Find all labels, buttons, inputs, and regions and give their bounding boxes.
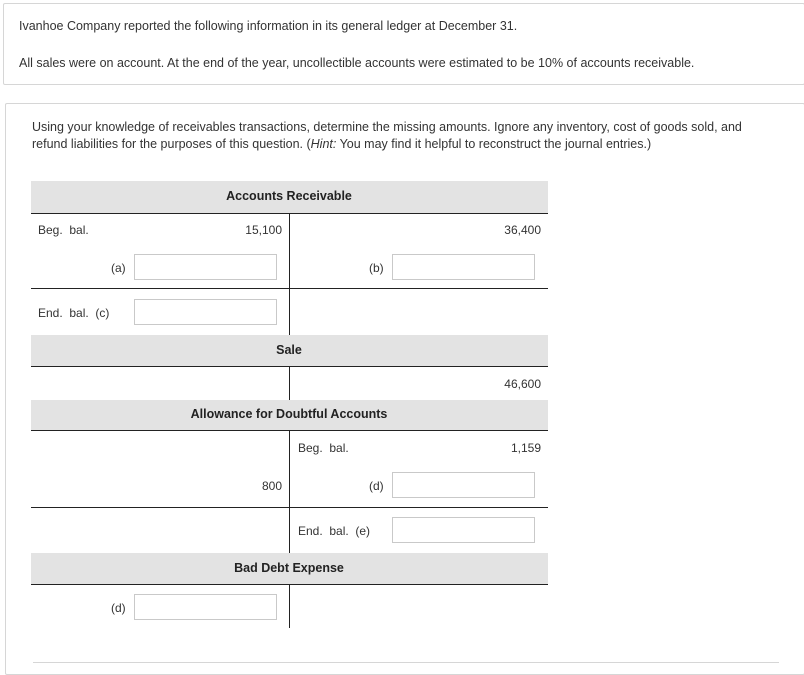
hint-close: ): [646, 137, 652, 151]
ar-a-input[interactable]: [134, 254, 277, 280]
question-text: [32, 119, 772, 153]
bad-debt-divider: [289, 585, 290, 628]
intro-line-1: Ivanhoe Company reported the following information in its general ledger at December 31.: [19, 19, 518, 33]
question-main: Using your knowledge of receivables transactions, determine the missing amounts. Ignore any inventory, cost of goods sold, and refund liabilities for the purposes of this question. (: [32, 120, 742, 151]
allowance-divider: [289, 431, 290, 507]
allowance-beg-value: 1,159: [510, 441, 541, 455]
intro-line-2: All sales were on account. At the end of the year, uncollectible accounts were estimated to be 10% of accounts receivable.: [19, 56, 695, 70]
ar-credit-value: 36,400: [504, 223, 541, 237]
ar-beg-label: Beg. bal.: [38, 223, 89, 237]
ar-c-input[interactable]: [134, 299, 277, 325]
allowance-d-label: (d): [369, 479, 384, 493]
hint-text: You may find it helpful to reconstruct the journal entries.: [336, 137, 647, 151]
allowance-header: [31, 400, 548, 430]
ar-divider: [289, 214, 290, 288]
allowance-beg-label: Beg. bal.: [298, 441, 349, 455]
bad-debt-d-label: (d): [111, 601, 126, 615]
ar-title: Accounts Receivable: [226, 189, 352, 203]
next-card-edge: [33, 662, 779, 669]
bad-debt-title: Bad Debt Expense: [234, 561, 344, 575]
allowance-end-label: End. bal. (e): [298, 524, 371, 538]
allowance-title: Allowance for Doubtful Accounts: [190, 407, 388, 421]
hint-label: Hint:: [310, 137, 337, 151]
allowance-d-input[interactable]: [392, 472, 535, 498]
ar-header: [31, 181, 548, 213]
allowance-divider-end: [289, 508, 290, 553]
sale-title: Sale: [276, 343, 302, 357]
ar-a-label: (a): [111, 261, 126, 275]
bad-debt-d-input[interactable]: [134, 594, 277, 620]
ar-b-input[interactable]: [392, 254, 535, 280]
ar-b-label: (b): [369, 261, 384, 275]
ar-divider-end: [289, 289, 290, 335]
bad-debt-header: [31, 553, 548, 584]
ar-end-label: End. bal. (c): [38, 306, 110, 320]
intro-card: [3, 3, 804, 85]
sale-divider: [289, 367, 290, 400]
sale-credit-value: 46,600: [504, 377, 541, 391]
allowance-debit-value: 800: [261, 479, 282, 493]
allowance-e-input[interactable]: [392, 517, 535, 543]
ar-beg-value: 15,100: [245, 223, 282, 237]
sale-header: [31, 335, 548, 366]
